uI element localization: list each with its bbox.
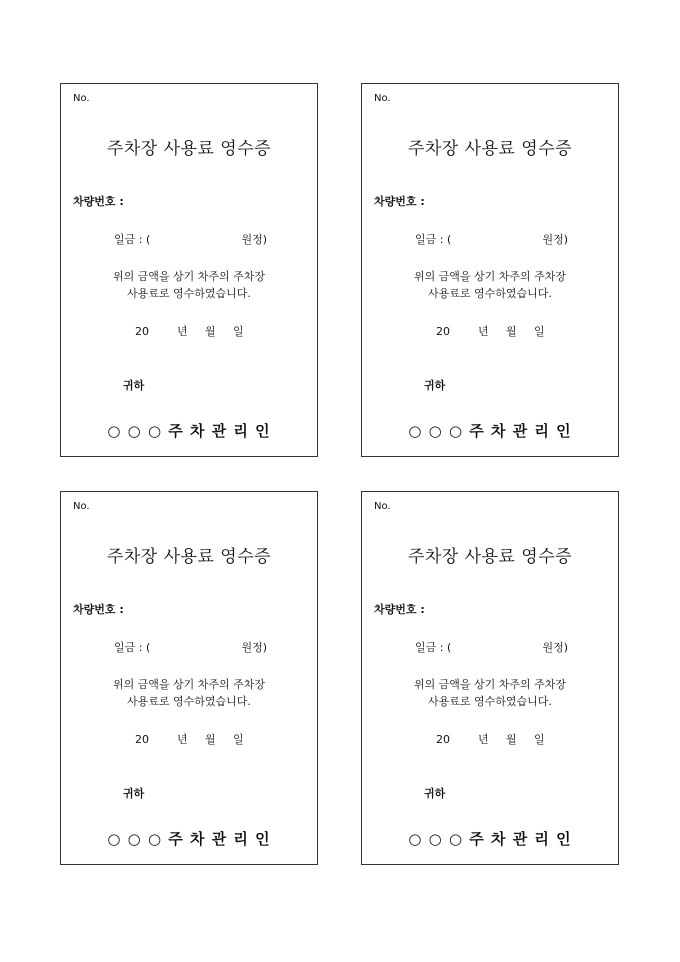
amount-label: 일금 : ( bbox=[114, 641, 151, 654]
date-month-unit: 월 bbox=[205, 733, 216, 746]
receipt-body-line-2: 사용료로 영수하였습니다. bbox=[428, 695, 552, 708]
receipt-title: 주차장 사용료 영수증 bbox=[407, 547, 573, 567]
parking-manager-signature: ○ ○ ○ 주 차 관 리 인 bbox=[107, 422, 271, 440]
date-year-prefix: 20 bbox=[436, 733, 450, 746]
vehicle-number-label: 차량번호 : bbox=[73, 195, 124, 208]
receipt-body-line-1: 위의 금액을 상기 차주의 주차장 bbox=[413, 678, 567, 691]
date-day-unit: 일 bbox=[534, 733, 545, 746]
parking-receipt-2 bbox=[361, 83, 619, 457]
date-year-unit: 년 bbox=[478, 733, 489, 746]
parking-manager-signature: ○ ○ ○ 주 차 관 리 인 bbox=[107, 830, 271, 848]
recipient-honorific: 귀하 bbox=[123, 379, 145, 392]
amount-end-label: 원정) bbox=[542, 233, 568, 246]
parking-receipt-3 bbox=[60, 491, 318, 865]
amount-label: 일금 : ( bbox=[415, 233, 452, 246]
date-month-unit: 월 bbox=[506, 733, 517, 746]
receipt-title: 주차장 사용료 영수증 bbox=[106, 139, 272, 159]
vehicle-number-label: 차량번호 : bbox=[374, 195, 425, 208]
receipt-body-line-2: 사용료로 영수하였습니다. bbox=[127, 695, 251, 708]
receipt-body-line-1: 위의 금액을 상기 차주의 주차장 bbox=[112, 678, 266, 691]
vehicle-number-label: 차량번호 : bbox=[73, 603, 124, 616]
parking-receipt-4 bbox=[361, 491, 619, 865]
receipt-title: 주차장 사용료 영수증 bbox=[106, 547, 272, 567]
date-year-unit: 년 bbox=[177, 325, 188, 338]
recipient-honorific: 귀하 bbox=[424, 787, 446, 800]
date-year-unit: 년 bbox=[478, 325, 489, 338]
date-day-unit: 일 bbox=[534, 325, 545, 338]
receipt-number-label: No. bbox=[73, 93, 90, 104]
date-month-unit: 월 bbox=[205, 325, 216, 338]
receipt-body-line-2: 사용료로 영수하였습니다. bbox=[428, 287, 552, 300]
vehicle-number-label: 차량번호 : bbox=[374, 603, 425, 616]
receipt-number-label: No. bbox=[374, 93, 391, 104]
receipt-body-line-2: 사용료로 영수하였습니다. bbox=[127, 287, 251, 300]
date-month-unit: 월 bbox=[506, 325, 517, 338]
parking-manager-signature: ○ ○ ○ 주 차 관 리 인 bbox=[408, 830, 572, 848]
receipt-number-label: No. bbox=[73, 501, 90, 512]
receipt-title: 주차장 사용료 영수증 bbox=[407, 139, 573, 159]
date-year-unit: 년 bbox=[177, 733, 188, 746]
recipient-honorific: 귀하 bbox=[424, 379, 446, 392]
amount-end-label: 원정) bbox=[241, 233, 267, 246]
date-year-prefix: 20 bbox=[135, 733, 149, 746]
receipt-body-line-1: 위의 금액을 상기 차주의 주차장 bbox=[112, 270, 266, 283]
receipt-body-line-1: 위의 금액을 상기 차주의 주차장 bbox=[413, 270, 567, 283]
parking-manager-signature: ○ ○ ○ 주 차 관 리 인 bbox=[408, 422, 572, 440]
amount-label: 일금 : ( bbox=[114, 233, 151, 246]
amount-end-label: 원정) bbox=[542, 641, 568, 654]
date-year-prefix: 20 bbox=[135, 325, 149, 338]
amount-end-label: 원정) bbox=[241, 641, 267, 654]
date-day-unit: 일 bbox=[233, 325, 244, 338]
receipt-number-label: No. bbox=[374, 501, 391, 512]
parking-receipt-1 bbox=[60, 83, 318, 457]
amount-label: 일금 : ( bbox=[415, 641, 452, 654]
date-year-prefix: 20 bbox=[436, 325, 450, 338]
recipient-honorific: 귀하 bbox=[123, 787, 145, 800]
date-day-unit: 일 bbox=[233, 733, 244, 746]
